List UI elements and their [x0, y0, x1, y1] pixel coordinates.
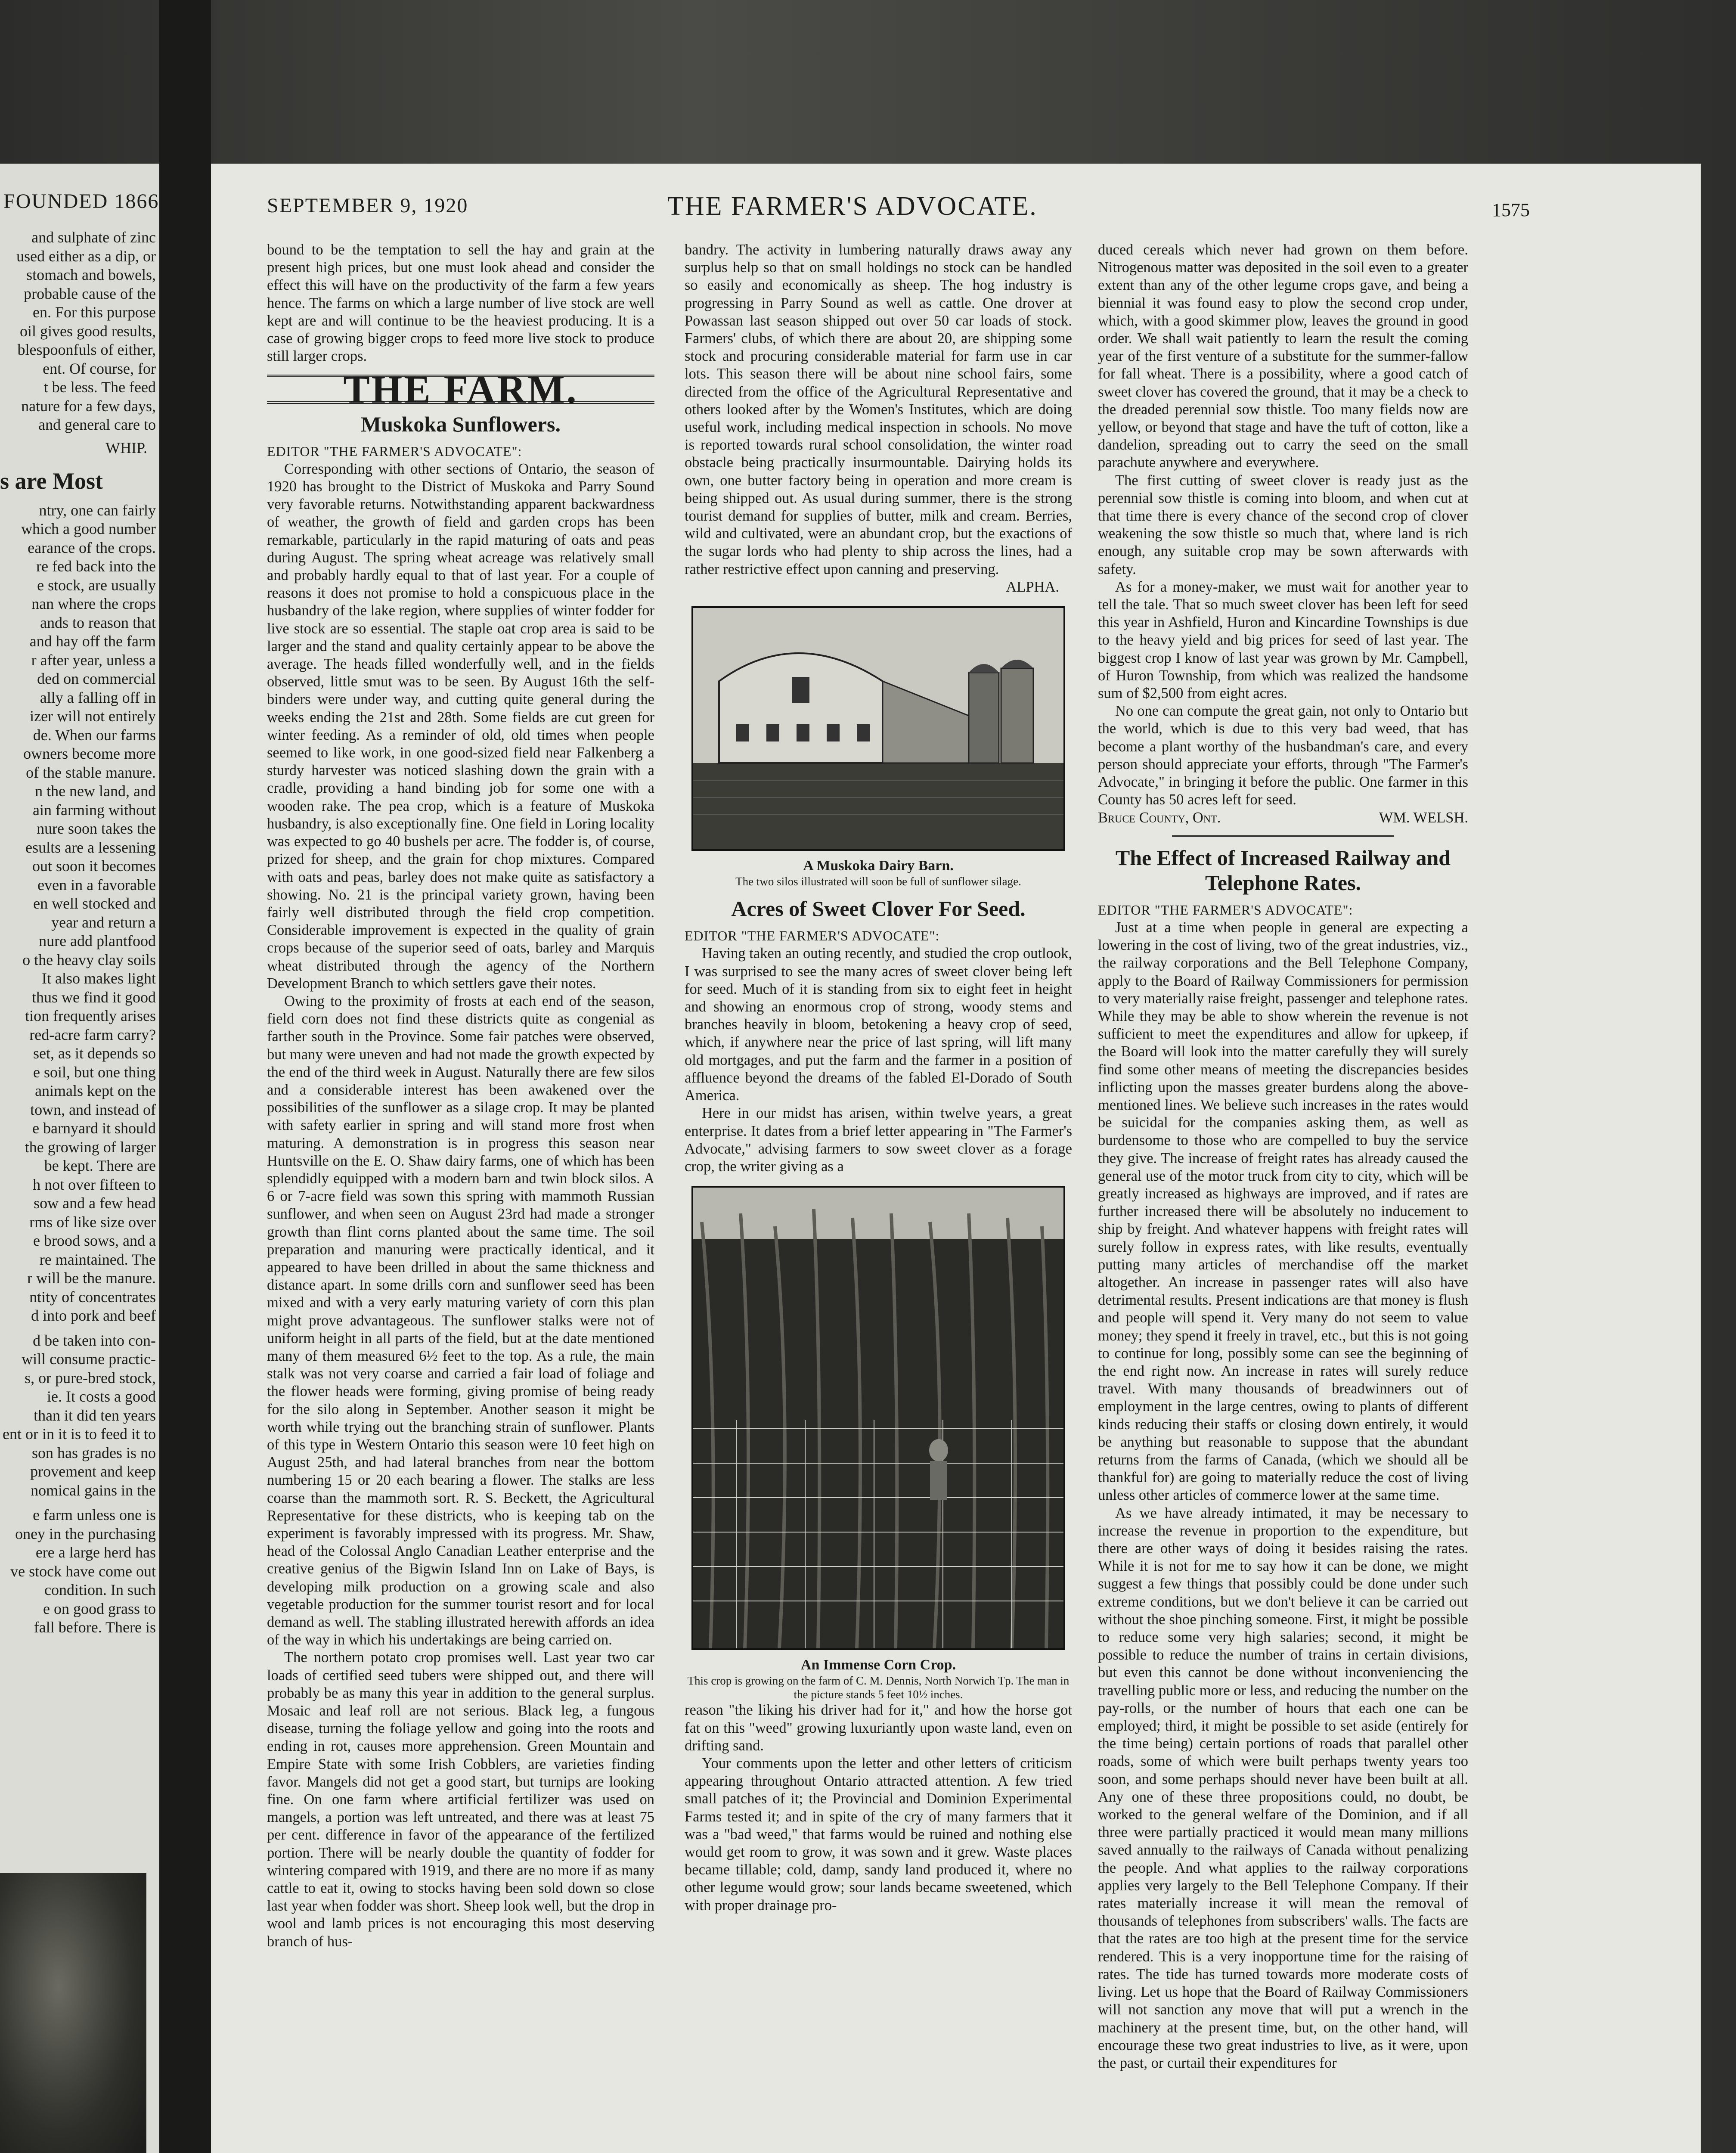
- left-page-line: than it did ten years: [34, 1406, 156, 1424]
- left-page-line: d be taken into con-: [33, 1331, 156, 1349]
- barn-illustration: [693, 608, 1063, 849]
- article-title-railway-rates: The Effect of Increased Railway and Telephone Rates.: [1115, 845, 1451, 895]
- left-page-line: e brood sows, and a: [33, 1232, 156, 1249]
- editor-line: EDITOR "THE FARMER'S ADVOCATE":: [685, 928, 940, 944]
- left-page-line: ent or in it is to feed it to: [3, 1425, 156, 1443]
- left-page-line: sow and a few head: [34, 1194, 156, 1212]
- left-page-line: ve stock have come out: [10, 1562, 156, 1580]
- paragraph: The northern potato crop promises well. Last year two car loads of certified seed tubers were shipped out, and there will probably be as many this year in addition to the general surplus. Mosaic and leaf roll are not serious. Black leg, a fungous disease, turning the foliage yellow and going into the roots and ending in rot, causes more apprehension. Green Mountain and Empire State with some Irish Cobblers, are varieties finding favor. Mangels did not get a good start, but turnips are looking fine. On one farm where artificial fertilizer was used on mangels, a portion was left untreated, and there was at least 75 per cent. difference in favor of the appearance of the fertilized portion. There will be nearly double the quantity of fodder for wintering compared with 1919, and there are no more if as many cattle to eat it, owing to stocks having been sold down so close last year when fodder was short. Sheep look well, but the drop in wool and lamb prices is not encouraging this most deserving branch of hus-: [267, 1649, 654, 1950]
- paragraph: Just at a time when people in general are expecting a lowering in the cost of living, two of the great industries, viz., the railway corporations and the Bell Telephone Company, apply to the Board of Railway Commissioners for permission to very materially raise freight, passenger and telephone rates. While they may be able to show wherein the revenue is not sufficient to meet the expenditures and allow for upkeep, if the Board will look into the matter carefully they will surely find some other means of meeting the discrepancies besides inflicting upon the masses greater burdens along the above-mentioned lines. We believe such increases in the rates would be suicidal for the companies asking them, as well as burdensome to those who are compelled to buy the service they give. The increase of freight rates has already caused the general use of the motor truck from city to city, which will be greatly increased as highways are improved, and if rates are further increased there will be absolutely no inducement to ship by freight. And whatever happens with freight rates will surely follow in express rates, with like results, eventually putting many articles of merchandise off the market altogether. An increase in passenger rates will also have detrimental results. Present indications are that money is flush and people will spend it. Very many do not seem to value money; they spend it freely in travel, etc., but this is not going to continue for long, possibly some can see the beginning of the end right now. An increase in rates will surely reduce travel. With many thousands of breadwinners out of employment in the large centres, owing to plants of different kinds reducing their staffs or closing down entirely, it would be anything but reasonable to suppose that the abundant returns from the farms of Canada, (which we should all be thankful for) are going to materially reduce the cost of living unless other articles of commerce lower at the same time.: [1098, 919, 1468, 1504]
- left-page-line: o the heavy clay soils: [22, 951, 156, 968]
- paragraph: Corresponding with other sections of Ontario, the season of 1920 has brought to the District of Muskoka and Parry Sound very favorable returns. Notwithstanding apparent backwardness of weather, the growth of field and garden crops has been remarkable, particularly in the rapid maturing of oats and peas during August. The spring wheat acreage was relatively small and probably hardly equal to that of last year. For a couple of reasons it does not promise to hold a conspicuous place in the husbandry of the lake region, where supplies of winter fodder for live stock are so essential. The staple oat crop area is said to be larger and the stand and quality certainly appear to be above the average. The heads filled wonderfully well, and in the fields observed, little smut was to be seen. By August 16th the self-binders were under way, and cutting quite general during the weeks ending the 21st and 28th. Some fields are cut green for winter feeding. As a reminder of old, old times when people seemed to like work, in one good-sized field near Falkenberg a sturdy harvester was noticed slashing down the grain with a cradle, providing a hand binding job for some one with a wooden rake. The pea crop, which is a feature of Muskoka husbandry, is also exceptionally fine. One field in Loring locality was expected to go 40 bushels per acre. The fodder is, of course, prized for sheep, and the grain for chop mixtures. Compared with oats and peas, barley does not make quite as satisfactory a showing. No. 21 is the principal variety grown, having been fairly well distributed through the field crop competition. Considerable improvement is expected in the quality of grain crops because of the superior seed of oats, barley and Marquis wheat distributed through the agency of the Northern Development Branch to which settlers gave their notes.: [267, 460, 654, 992]
- left-page-line: re fed back into the: [36, 558, 156, 575]
- left-page-line: ntity of concentrates: [29, 1288, 156, 1306]
- signature-welsh: [1098, 809, 1468, 827]
- left-page-line: ain farming without: [33, 801, 156, 819]
- paragraph: reason "the liking his driver had for it," and how the horse got fat on this "weed" growing luxuriantly upon waste land, even on drifting sand.: [685, 1702, 1072, 1754]
- left-page-line: owners become more: [23, 745, 156, 762]
- paragraph: The first cutting of sweet clover is ready just as the perennial sow thistle is coming into bloom, and when cut at that time there is every chance of the second crop of clover weakening the sow thistle so much that, where land is rich enough, any suitable crop may be sown afterwards with safety.: [1098, 472, 1468, 577]
- left-page-line: and sulphate of zinc: [31, 229, 156, 246]
- left-page-line: r will be the manure.: [27, 1269, 156, 1287]
- left-page-line: fall before. There is: [34, 1619, 156, 1636]
- left-page-line: of the stable manure.: [26, 763, 156, 781]
- left-page-line: condition. In such: [44, 1581, 156, 1598]
- left-page-line: nomical gains in the: [31, 1481, 156, 1499]
- left-page-line: r after year, unless a: [31, 651, 156, 669]
- left-page-line: the growing of larger: [25, 1138, 156, 1156]
- left-page-gap: [0, 1325, 156, 1331]
- left-page-line: h not over fifteen to: [33, 1176, 156, 1193]
- left-page-line: en well stocked and: [33, 895, 156, 912]
- masthead-title: THE FARMER'S ADVOCATE.: [667, 192, 1038, 221]
- column-3: [1098, 241, 1468, 2072]
- corn-crop-caption-title: An Immense Corn Crop.: [800, 1657, 956, 1673]
- left-page-line: nature for a few days,: [21, 397, 156, 415]
- left-page-line: probable cause of the: [24, 285, 156, 302]
- editor-line: EDITOR "THE FARMER'S ADVOCATE":: [267, 443, 522, 459]
- signature-name: WM. WELSH.: [1379, 809, 1468, 826]
- left-page-line: be kept. There are: [44, 1157, 156, 1174]
- left-page-line: year and return a: [51, 913, 156, 931]
- left-page-line: ally a falling off in: [40, 689, 156, 706]
- left-page-line: en. For this purpose: [33, 304, 156, 321]
- left-page-line: e stock, are usually: [37, 576, 156, 594]
- editor-line: EDITOR "THE FARMER'S ADVOCATE":: [1098, 902, 1353, 918]
- left-page-line: nan where the crops: [31, 595, 156, 612]
- left-page-line: animals kept on the: [35, 1082, 156, 1099]
- left-page-line: esults are a lessening: [25, 838, 156, 856]
- left-page-line: town, and instead of: [30, 1101, 156, 1118]
- left-page-line: out soon it becomes: [32, 857, 156, 875]
- article-title-sweet-clover: Acres of Sweet Clover For Seed.: [731, 897, 1026, 921]
- left-page-line: will consume practic-: [22, 1350, 156, 1368]
- paragraph: Owing to the proximity of frosts at each end of the season, field corn does not find these districts quite as congenial as farther south in the Province. Some fair patches were observed, but many were uneven and had not made the growth expected by the end of the third week in August. Naturally there are few silos and a considerable interest has been awakened over the possibilities of the sunflower as a silage crop. It may be planted with safety earlier in spring and will stand more frost when maturing. A demonstration is in progress this season near Huntsville on the E. O. Shaw dairy farms, one of which has been splendidly equipped with a modern barn and twin block silos. A 6 or 7-acre field was sown this spring with mammoth Russian sunflower, and when seen on August 23rd had made a stronger growth than flint corns planted about the same time. The soil preparation and manuring were practically identical, and it appeared to have been drilled in about the same thickness and distance apart. In some drills corn and sunflower seed has been mixed and with a very early maturing variety of corn this plan might prove advantageous. The sunflower stalks were not of uniform height in all parts of the field, but at the date mentioned many of them measured 6½ feet to the top. As a rule, the main stalk was not very coarse and carried a fair load of foliage and the flower heads were forming, giving promise of being ready for the silo along in September. Another season it might be worth while trying out the branching strain of sunflower. Plants of this type in Western Ontario this season were 10 feet high on August 25th, and had lateral branches from near the bottom numbering 15 or 20 each bearing a flower. The stalks are less coarse than the mammoth sort. R. S. Beckett, the Agricultural Representative for these districts, who is keeping tab on the experiment is favorably impressed with its progress. Mr. Shaw, head of the Colossal Anglo Canadian Leather enterprise and the creative genius of the Bigwin Island Inn on Lake of Bays, is developing milk production on a growing scale and also vegetable production for the summer tourist resort and for local demand as well. The stabling illustrated herewith affords an idea of the way in which his undertakings are being carried on.: [267, 993, 654, 1648]
- corn-illustration: [693, 1188, 1063, 1648]
- section-heading-the-farm: THE FARM.: [267, 375, 654, 403]
- left-page-line: earance of the crops.: [28, 539, 156, 556]
- left-page-line: t be less. The feed: [43, 378, 156, 396]
- paragraph: As we have already intimated, it may be necessary to increase the revenue in proportion to the expenditure, but there are other ways of doing it besides raising the rates. While it is not for me to say how it can be done, we might suggest a few things that possibly could be done under such extreme conditions, but we don't believe it can be carried out without the shoe pinching someone. First, it might be possible to reduce some very high salaries; second, it might be possible to reduce the number of trains in certain divisions, but even this cannot be done without inconveniencing the travelling public more or less, and reducing the number on the pay-rolls, or the number of hours that each one can be employed; third, it might be possible to set aside (entirely for the time being) certain portions of roads that parallel other roads, some of which were built perhaps twenty years too soon, and some perhaps should never have been built at all. Any one of these three propositions could, no doubt, be worked to the general welfare of the Dominion, and if all three were partially practiced it would mean many millions saved annually to the railways of Canada without penalizing the people. And what applies to the railway corporations applies very largely to the Bell Telephone Company. If their rates materially increase it will mean the removal of thousands of telephones from subscribers' walls. The facts are that the rates are too high at the present time for the service rendered. This is a very inopportune time for the raising of rates. The tide has turned towards more moderate costs of living. Let us hope that the Board of Railway Commissioners will not sanction any move that will put a wrench in the machinery at the present time, but, on the other hand, will encourage these two great industries to live, as it were, upon the past, or curtail their expenditures for: [1098, 1505, 1468, 2071]
- newspaper-page: [211, 164, 1701, 2153]
- dairy-barn-caption: The two silos illustrated will soon be full of sunflower silage.: [735, 875, 1021, 888]
- dairy-barn-caption-title: A Muskoka Dairy Barn.: [803, 858, 954, 874]
- left-page-line: even in a favorable: [37, 876, 156, 893]
- intro-paragraph: bound to be the temptation to sell the hay and grain at the present high prices, but one must look ahead and consider the effect this will have on the productivity of the farm a few years hence. The farms on which a large number of live stock are well kept are and will continue to be the heaviest producing. It is a case of growing bigger crops to feed more live stock to produce still larger crops.: [267, 242, 654, 365]
- column-1: [267, 241, 654, 1951]
- dairy-barn-photo: [691, 606, 1065, 851]
- left-page-line: e soil, but one thing: [33, 1063, 156, 1081]
- left-page-line: used either as a dip, or: [16, 247, 156, 265]
- left-page-line: ntry, one can fairly: [39, 501, 156, 519]
- left-page-line: oil gives good results,: [20, 322, 156, 340]
- paragraph: bandry. The activity in lumbering naturally draws away any surplus help so that on small holdings no stock can be handled so easily and economically as sheep. The hog industry is progressing in Parry Sound as well as cattle. One drover at Powassan last season shipped out over 50 car loads of stock. Farmers' clubs, of which there are about 20, are shipping some stock and procuring considerable material for farm use in car lots. This season there will be about nine school fairs, some directed from the office of the Agricultural Representative and others looked after by the Women's Institutes, which are doing useful work, including medical inspection in schools. No move is reported towards rural school consolidation, the winter road obstacle being practically insurmountable. Dairying holds its own, one butter factory being in operation and more cream is being shipped out. As usual during summer, there is the strong tourist demand for supplies of butter, milk and cream. Berries, wild and cultivated, were an abundant crop, but the exactions of the sugar lords who had plenty to ship across the lines, had a rather restrictive effect upon canning and preserving.: [685, 242, 1072, 577]
- left-page-line: ded on commercial: [37, 670, 156, 687]
- left-facing-page: [0, 164, 159, 2153]
- left-page-line: ere a large herd has: [35, 1544, 156, 1561]
- left-page-line: set, as it depends so: [33, 1045, 156, 1062]
- left-page-line: e barnyard it should: [32, 1120, 156, 1137]
- column-2: [685, 241, 1072, 1914]
- left-page-line: thus we find it good: [32, 988, 156, 1006]
- paragraph: As for a money-maker, we must wait for another year to tell the tale. That so much sweet clover has been left for seed this year in Ashfield, Huron and Kincardine Townships is due to the heavy yield and big prices for seed of last year. The biggest crop I know of last year was grown by Mr. Campbell, of Huron Township, from which was realized the handsome sum of $2,500 from eight acres.: [1098, 578, 1468, 702]
- page-number: 1575: [1492, 199, 1530, 220]
- left-page-line: e on good grass to: [43, 1600, 156, 1617]
- paragraph: Your comments upon the letter and other letters of criticism appearing throughout Ontario attracted attention. A few tried small patches of it; the Provincial and Dominion Experimental Farms tested it; and in spite of the cry of many farmers that it was a "bad weed," that farms would be ruined and nothing else would get room to grow, it was sown and it grew. Waste places became tillable; cold, damp, sandy land produced it, where no other legume would grow; sour lands became sweetened, which with proper drainage pro-: [685, 1755, 1072, 1914]
- left-page-line: d into pork and beef: [31, 1307, 156, 1324]
- left-page-gap: [0, 1500, 156, 1506]
- left-page-line: n the new land, and: [35, 782, 156, 800]
- signature-place: Bruce County, Ont.: [1098, 809, 1221, 826]
- paragraph: Here in our midst has arisen, within twelve years, a great enterprise. It dates from a brief letter appearing in "The Farmer's Advocate," advising farmers to sow sweet clover as a forage crop, the writer giving as a: [685, 1105, 1072, 1175]
- book-gutter: [159, 0, 211, 2153]
- left-page-subhead: s are Most: [0, 468, 103, 494]
- left-page-line: ent. Of course, for: [43, 360, 156, 377]
- left-page-line: ands to reason that: [40, 614, 156, 631]
- left-page-photo: [0, 1873, 146, 2153]
- left-page-line: provement and keep: [30, 1463, 156, 1480]
- section-divider: [1172, 835, 1394, 837]
- left-page-signature: WHIP.: [105, 439, 147, 456]
- left-page-line: nure soon takes the: [37, 820, 156, 837]
- left-page-line: and hay off the farm: [29, 633, 156, 650]
- left-page-line: e farm unless one is: [33, 1506, 156, 1523]
- left-page-line: ie. It costs a good: [47, 1388, 156, 1405]
- article-title-muskoka-sunflowers: Muskoka Sunflowers.: [361, 412, 561, 436]
- left-page-line: de. When our farms: [33, 726, 156, 744]
- left-page-line: rms of like size over: [29, 1213, 156, 1231]
- left-page-line: which a good number: [21, 520, 156, 537]
- left-page-line: stomach and bowels,: [26, 266, 156, 283]
- left-page-line: izer will not entirely: [30, 707, 156, 725]
- left-page-line: s, or pure-bred stock,: [25, 1369, 156, 1387]
- issue-date: SEPTEMBER 9, 1920: [267, 194, 468, 217]
- left-page-line: and general care to: [38, 416, 156, 433]
- left-page-header: FOUNDED 1866: [3, 190, 159, 213]
- left-page-line: red-acre farm carry?: [29, 1026, 156, 1043]
- corn-crop-photo: [691, 1186, 1065, 1650]
- signature-alpha: ALPHA.: [1006, 578, 1059, 595]
- paragraph: No one can compute the great gain, not only to Ontario but the world, which is due to this very bad weed, that has become a plant worthy of the husbandman's care, and every person should appreciate your efforts, through "The Farmer's Advocate," in bringing it before the public. One farmer in this County has 50 acres left for seed.: [1098, 703, 1468, 808]
- left-page-line: oney in the purchasing: [15, 1525, 156, 1542]
- left-page-line: tion frequently arises: [25, 1007, 156, 1024]
- left-page-line: nure add plantfood: [39, 932, 156, 949]
- left-page-line: blespoonfuls of either,: [17, 341, 156, 358]
- left-page-line: son has grades is no: [32, 1444, 156, 1461]
- left-page-text: [0, 228, 156, 1637]
- paragraph: Having taken an outing recently, and studied the crop outlook, I was surprised to see the many acres of sweet clover being left for seed. Much of it is standing from six to eight feet in height and showing an enormous crop of strong, woody stems and branches heavily in bloom, betokening a heavy crop of seed, which, if anywhere near the price of last spring, will lift many old mortgages, and put the farm and the farmer in a position of affluence beyond the dreams of the fabled El-Dorado of South America.: [685, 945, 1072, 1104]
- left-page-line: It also makes light: [42, 970, 156, 987]
- corn-crop-caption: This crop is growing on the farm of C. M. Dennis, North Norwich Tp. The man in the picture stands 5 feet 10½ inches.: [687, 1674, 1070, 1701]
- left-page-line: re maintained. The: [39, 1250, 156, 1268]
- paragraph: duced cereals which never had grown on them before. Nitrogenous matter was deposited in the soil even to a greater extent than any of the other legume crops gave, and being a biennial it was found easy to plow the second crop under, which, with a good skimmer plow, leaves the ground in good order. We shall wait patiently to learn the result the coming year of the first venture of a substitute for the summer-fallow for fall wheat. There is a possibility, where a good catch of sweet clover has covered the ground, that it may be a check to the dreaded perennial sow thistle. Too many fields now are yellow, or beyond that stage and have the tuft of cotton, like a dandelion, spreading out to carry the seed on the small parachute anywhere and everywhere.: [1098, 242, 1468, 471]
